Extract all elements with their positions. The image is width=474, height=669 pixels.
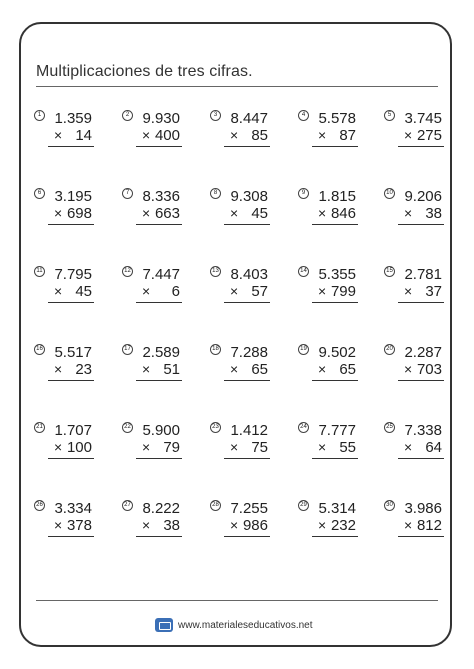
problem-row — [34, 498, 444, 558]
problem-number: 27 — [122, 500, 133, 511]
answer-line — [136, 146, 182, 147]
multiplier: 799 — [330, 283, 356, 300]
times-sign: × — [142, 361, 151, 377]
multiplication-problem — [384, 186, 466, 246]
answer-line — [224, 146, 270, 147]
answer-line — [312, 224, 358, 225]
problem-number: 29 — [298, 500, 309, 511]
multiplier-line — [224, 127, 268, 144]
problem-number: 4 — [298, 110, 309, 121]
problem-number: 1 — [34, 110, 45, 121]
problem-number: 26 — [34, 500, 45, 511]
times-sign: × — [230, 361, 239, 377]
worksheet-title: Multiplicaciones de tres cifras. — [36, 63, 253, 80]
times-sign: × — [54, 439, 63, 455]
multiplicand: 7.288 — [230, 344, 268, 361]
answer-line — [312, 302, 358, 303]
problem-number: 9 — [298, 188, 309, 199]
answer-line — [224, 536, 270, 537]
times-sign: × — [404, 205, 413, 221]
times-sign: × — [54, 205, 63, 221]
multiplicand: 5.314 — [318, 500, 356, 517]
multiplication-problem — [210, 186, 292, 246]
multiplicand: 2.589 — [142, 344, 180, 361]
multiplicand: 3.195 — [54, 188, 92, 205]
times-sign: × — [142, 127, 151, 143]
answer-line — [136, 302, 182, 303]
multiplier: 79 — [163, 439, 180, 456]
multiplicand: 7.777 — [318, 422, 356, 439]
multiplicand: 3.745 — [404, 110, 442, 127]
multiplicand: 1.815 — [318, 188, 356, 205]
times-sign: × — [404, 283, 413, 299]
multiplier: 55 — [339, 439, 356, 456]
multiplicand: 3.334 — [54, 500, 92, 517]
multiplicand: 9.308 — [230, 188, 268, 205]
problem-row — [34, 342, 444, 402]
multiplicand: 5.900 — [142, 422, 180, 439]
times-sign: × — [230, 283, 239, 299]
multiplier: 75 — [251, 439, 268, 456]
multiplier: 14 — [75, 127, 92, 144]
problem-row — [34, 420, 444, 480]
multiplier: 51 — [163, 361, 180, 378]
multiplication-problem — [210, 108, 292, 168]
multiplier-line — [224, 517, 268, 534]
multiplicand: 9.502 — [318, 344, 356, 361]
answer-line — [136, 536, 182, 537]
multiplier: 45 — [251, 205, 268, 222]
multiplier-line — [48, 439, 92, 456]
problem-number: 30 — [384, 500, 395, 511]
answer-line — [136, 224, 182, 225]
problem-number: 17 — [122, 344, 133, 355]
times-sign: × — [318, 361, 327, 377]
problem-row — [34, 264, 444, 324]
multiplication-problem — [210, 420, 292, 480]
multiplication-problem — [122, 264, 204, 324]
problem-number: 24 — [298, 422, 309, 433]
multiplier-line — [312, 127, 356, 144]
multiplier: 378 — [66, 517, 92, 534]
answer-line — [136, 380, 182, 381]
multiplier-line — [224, 361, 268, 378]
problem-number: 25 — [384, 422, 395, 433]
multiplier: 986 — [242, 517, 268, 534]
answer-line — [398, 224, 444, 225]
multiplier-line — [398, 361, 442, 378]
multiplier: 698 — [66, 205, 92, 222]
times-sign: × — [318, 127, 327, 143]
times-sign: × — [230, 439, 239, 455]
answer-line — [224, 302, 270, 303]
multiplication-problem — [384, 342, 466, 402]
multiplication-problem — [298, 264, 380, 324]
multiplier-line — [48, 127, 92, 144]
footer-website[interactable]: www.materialeseducativos.net — [178, 619, 313, 631]
problem-row — [34, 186, 444, 246]
problem-number: 5 — [384, 110, 395, 121]
multiplier: 38 — [163, 517, 180, 534]
answer-line — [48, 146, 94, 147]
multiplier-line — [224, 205, 268, 222]
problem-number: 10 — [384, 188, 395, 199]
multiplier: 38 — [425, 205, 442, 222]
answer-line — [136, 458, 182, 459]
multiplier-line — [398, 439, 442, 456]
answer-line — [224, 224, 270, 225]
multiplication-problem — [210, 342, 292, 402]
multiplication-problem — [34, 420, 116, 480]
multiplier-line — [224, 283, 268, 300]
multiplicand: 7.795 — [54, 266, 92, 283]
problem-number: 15 — [384, 266, 395, 277]
times-sign: × — [54, 127, 63, 143]
multiplication-problem — [384, 108, 466, 168]
multiplier: 100 — [66, 439, 92, 456]
multiplicand: 7.338 — [404, 422, 442, 439]
multiplication-problem — [34, 264, 116, 324]
multiplier-line — [48, 361, 92, 378]
answer-line — [224, 380, 270, 381]
multiplier: 57 — [251, 283, 268, 300]
multiplier: 65 — [339, 361, 356, 378]
multiplier-line — [48, 205, 92, 222]
answer-line — [398, 380, 444, 381]
footer-divider — [36, 600, 438, 601]
multiplier: 400 — [154, 127, 180, 144]
multiplication-problem — [122, 108, 204, 168]
times-sign: × — [404, 127, 413, 143]
times-sign: × — [318, 283, 327, 299]
multiplier-line — [48, 283, 92, 300]
problem-number: 21 — [34, 422, 45, 433]
multiplier-line — [312, 439, 356, 456]
problem-number: 13 — [210, 266, 221, 277]
multiplication-problem — [384, 264, 466, 324]
answer-line — [224, 458, 270, 459]
multiplication-problem — [122, 186, 204, 246]
answer-line — [48, 458, 94, 459]
problem-number: 23 — [210, 422, 221, 433]
times-sign: × — [318, 205, 327, 221]
answer-line — [312, 380, 358, 381]
multiplicand: 8.222 — [142, 500, 180, 517]
multiplier: 87 — [339, 127, 356, 144]
problem-number: 11 — [34, 266, 45, 277]
problem-number: 16 — [34, 344, 45, 355]
multiplier: 23 — [75, 361, 92, 378]
times-sign: × — [142, 439, 151, 455]
multiplier: 45 — [75, 283, 92, 300]
times-sign: × — [318, 517, 327, 533]
answer-line — [48, 302, 94, 303]
multiplication-problem — [34, 342, 116, 402]
multiplication-problem — [298, 342, 380, 402]
multiplier-line — [312, 205, 356, 222]
multiplier: 64 — [425, 439, 442, 456]
answer-line — [312, 146, 358, 147]
multiplicand: 2.781 — [404, 266, 442, 283]
multiplicand: 7.255 — [230, 500, 268, 517]
multiplicand: 7.447 — [142, 266, 180, 283]
times-sign: × — [404, 517, 413, 533]
multiplier: 846 — [330, 205, 356, 222]
multiplier: 812 — [416, 517, 442, 534]
problem-number: 12 — [122, 266, 133, 277]
multiplier-line — [48, 517, 92, 534]
problem-number: 14 — [298, 266, 309, 277]
multiplication-problem — [122, 342, 204, 402]
multiplication-problem — [122, 498, 204, 558]
problem-number: 3 — [210, 110, 221, 121]
times-sign: × — [318, 439, 327, 455]
multiplication-problem — [34, 186, 116, 246]
answer-line — [398, 536, 444, 537]
times-sign: × — [404, 439, 413, 455]
multiplication-problem — [34, 108, 116, 168]
problem-number: 2 — [122, 110, 133, 121]
multiplier: 6 — [171, 283, 180, 300]
answer-line — [398, 146, 444, 147]
problem-number: 18 — [210, 344, 221, 355]
problem-number: 8 — [210, 188, 221, 199]
multiplicand: 9.206 — [404, 188, 442, 205]
multiplicand: 1.359 — [54, 110, 92, 127]
problem-number: 7 — [122, 188, 133, 199]
answer-line — [398, 302, 444, 303]
multiplier-line — [136, 283, 180, 300]
times-sign: × — [54, 361, 63, 377]
multiplier-line — [136, 127, 180, 144]
multiplication-problem — [384, 498, 466, 558]
multiplicand: 2.287 — [404, 344, 442, 361]
multiplication-problem — [298, 498, 380, 558]
multiplication-problem — [34, 498, 116, 558]
multiplicand: 5.355 — [318, 266, 356, 283]
multiplier-line — [398, 517, 442, 534]
problem-number: 20 — [384, 344, 395, 355]
multiplication-problem — [298, 108, 380, 168]
multiplier-line — [312, 361, 356, 378]
multiplicand: 8.336 — [142, 188, 180, 205]
multiplicand: 5.517 — [54, 344, 92, 361]
problem-number: 6 — [34, 188, 45, 199]
multiplication-problem — [122, 420, 204, 480]
problem-row — [34, 108, 444, 168]
multiplicand: 3.986 — [404, 500, 442, 517]
multiplier-line — [312, 283, 356, 300]
times-sign: × — [142, 283, 151, 299]
multiplier-line — [398, 127, 442, 144]
problem-number: 22 — [122, 422, 133, 433]
multiplier: 85 — [251, 127, 268, 144]
multiplier-line — [136, 361, 180, 378]
problem-number: 19 — [298, 344, 309, 355]
times-sign: × — [54, 517, 63, 533]
times-sign: × — [54, 283, 63, 299]
times-sign: × — [404, 361, 413, 377]
times-sign: × — [230, 205, 239, 221]
multiplier-line — [136, 517, 180, 534]
multiplicand: 8.447 — [230, 110, 268, 127]
multiplication-problem — [210, 264, 292, 324]
multiplication-problem — [298, 186, 380, 246]
answer-line — [48, 536, 94, 537]
multiplier: 275 — [416, 127, 442, 144]
multiplicand: 5.578 — [318, 110, 356, 127]
multiplication-problem — [210, 498, 292, 558]
multiplier: 663 — [154, 205, 180, 222]
answer-line — [312, 458, 358, 459]
multiplicand: 8.403 — [230, 266, 268, 283]
answer-line — [312, 536, 358, 537]
multiplier-line — [312, 517, 356, 534]
answer-line — [48, 224, 94, 225]
multiplier-line — [398, 205, 442, 222]
multiplicand: 1.412 — [230, 422, 268, 439]
materiales-educativos-logo-icon — [155, 618, 173, 632]
multiplier-line — [136, 205, 180, 222]
answer-line — [398, 458, 444, 459]
times-sign: × — [230, 517, 239, 533]
title-divider — [36, 86, 438, 87]
multiplier: 232 — [330, 517, 356, 534]
multiplier-line — [136, 439, 180, 456]
multiplication-problem — [384, 420, 466, 480]
multiplier-line — [398, 283, 442, 300]
problem-number: 28 — [210, 500, 221, 511]
multiplicand: 1.707 — [54, 422, 92, 439]
multiplicand: 9.930 — [142, 110, 180, 127]
multiplier: 37 — [425, 283, 442, 300]
multiplier: 703 — [416, 361, 442, 378]
times-sign: × — [230, 127, 239, 143]
footer — [155, 617, 313, 633]
multiplication-problem — [298, 420, 380, 480]
times-sign: × — [142, 205, 151, 221]
times-sign: × — [142, 517, 151, 533]
answer-line — [48, 380, 94, 381]
multiplier: 65 — [251, 361, 268, 378]
multiplier-line — [224, 439, 268, 456]
